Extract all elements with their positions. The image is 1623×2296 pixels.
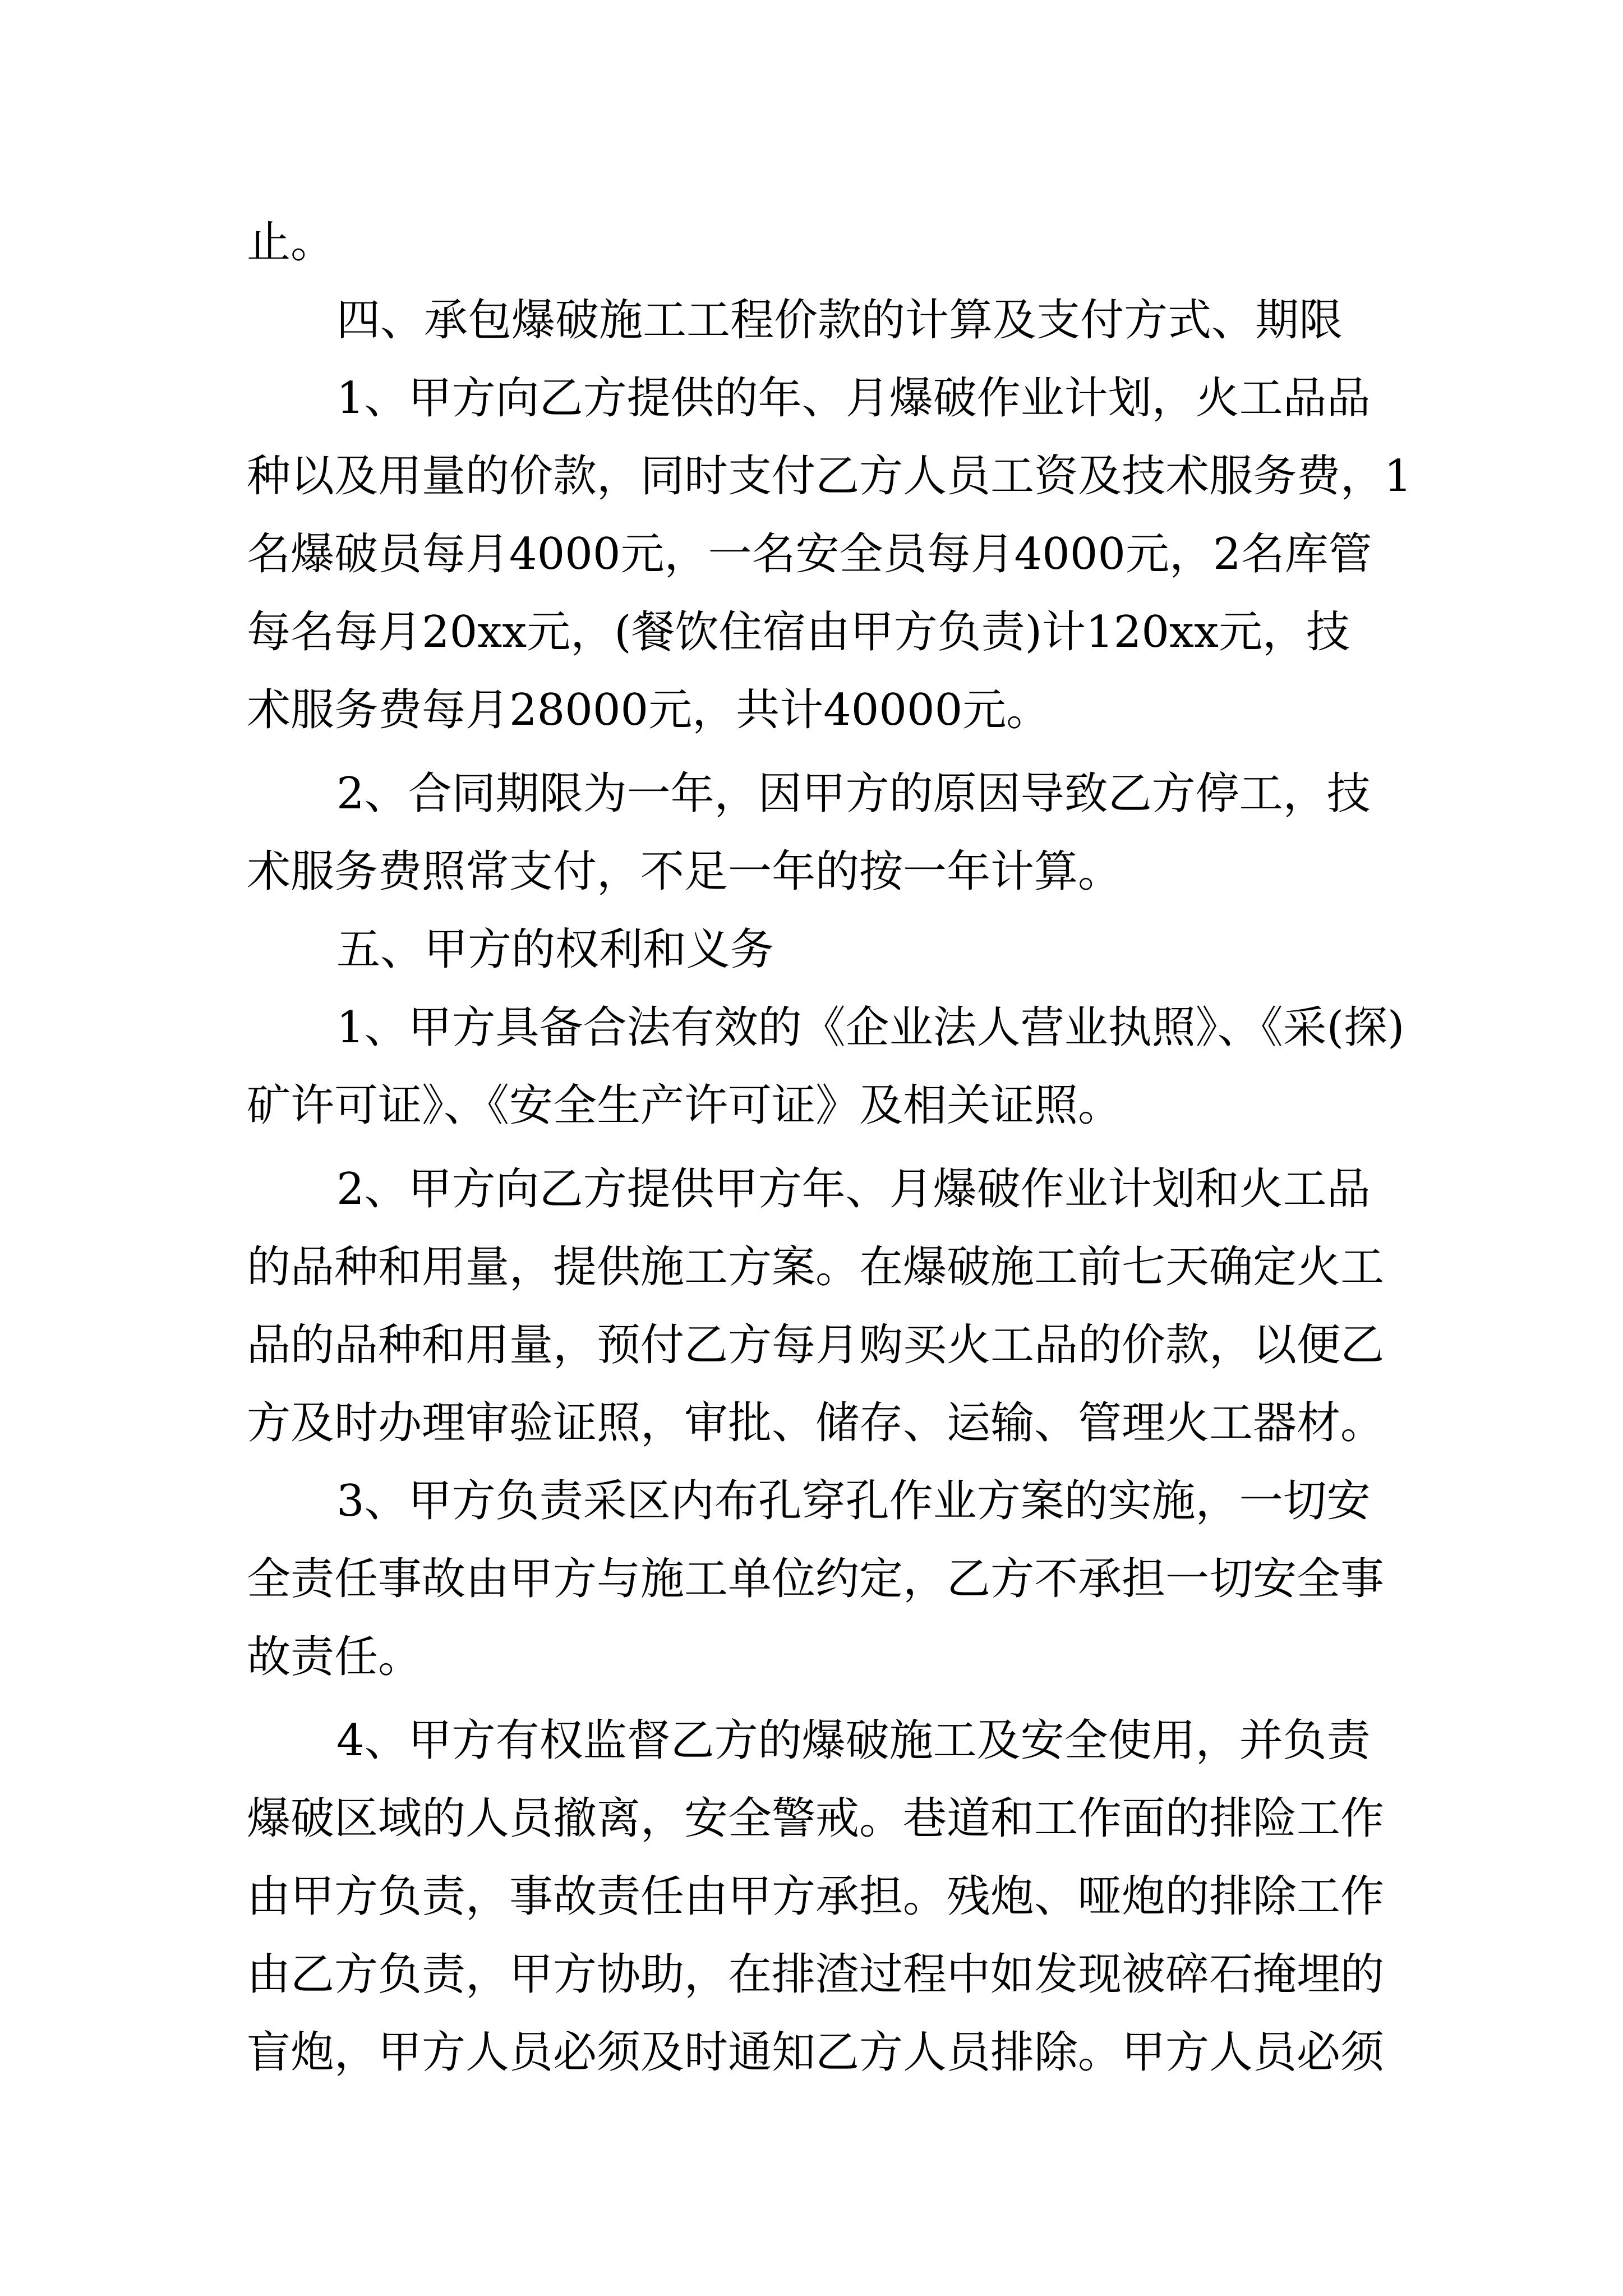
text-line: 故责任。 — [247, 1632, 422, 1682]
text-line: 由甲方负责，事故责任由甲方承担。残炮、哑炮的排除工作 — [247, 1871, 1385, 1922]
text-line: 术服务费每月28000元，共计40000元。 — [247, 685, 1050, 735]
text-line: 1、甲方向乙方提供的年、月爆破作业计划，火工品品 — [336, 373, 1371, 424]
text-line: 矿许可证》、《安全生产许可证》及相关证照。 — [247, 1080, 1122, 1131]
text-line: 全责任事故由甲方与施工单位约定，乙方不承担一切安全事 — [247, 1554, 1385, 1604]
section-heading: 五、甲方的权利和义务 — [336, 924, 774, 975]
text-line: 2、甲方向乙方提供甲方年、月爆破作业计划和火工品 — [336, 1164, 1371, 1214]
text-line: 由乙方负责，甲方协助，在排渣过程中如发现被碎石掩埋的 — [247, 1949, 1385, 2000]
text-line: 品的品种和用量，预付乙方每月购买火工品的价款，以便乙 — [247, 1320, 1385, 1370]
text-line: 3、甲方负责采区内布孔穿孔作业方案的实施，一切安 — [336, 1476, 1371, 1526]
text-line: 爆破区域的人员撤离，安全警戒。巷道和工作面的排险工作 — [247, 1793, 1385, 1844]
text-line: 的品种和用量，提供施工方案。在爆破施工前七天确定火工 — [247, 1242, 1385, 1292]
text-line: 种以及用量的价款，同时支付乙方人员工资及技术服务费，1 — [247, 451, 1412, 501]
text-line: 名爆破员每月4000元，一名安全员每月4000元，2名库管 — [247, 529, 1372, 579]
text-line: 盲炮，甲方人员必须及时通知乙方人员排除。甲方人员必须 — [247, 2027, 1385, 2078]
text-line: 术服务费照常支付，不足一年的按一年计算。 — [247, 846, 1122, 897]
text-line: 止。 — [247, 217, 335, 268]
text-line: 2、合同期限为一年，因甲方的原因导致乙方停工，技 — [336, 769, 1371, 819]
text-line: 4、甲方有权监督乙方的爆破施工及安全使用，并负责 — [336, 1715, 1371, 1766]
text-line: 1、甲方具备合法有效的《企业法人营业执照》、《采(探) — [336, 1002, 1405, 1053]
text-line: 方及时办理审验证照，审批、储存、运输、管理火工器材。 — [247, 1398, 1385, 1448]
text-line: 每名每月20xx元，(餐饮住宿由甲方负责)计120xx元，技 — [247, 607, 1350, 657]
section-heading: 四、承包爆破施工工程价款的计算及支付方式、期限 — [336, 295, 1343, 346]
